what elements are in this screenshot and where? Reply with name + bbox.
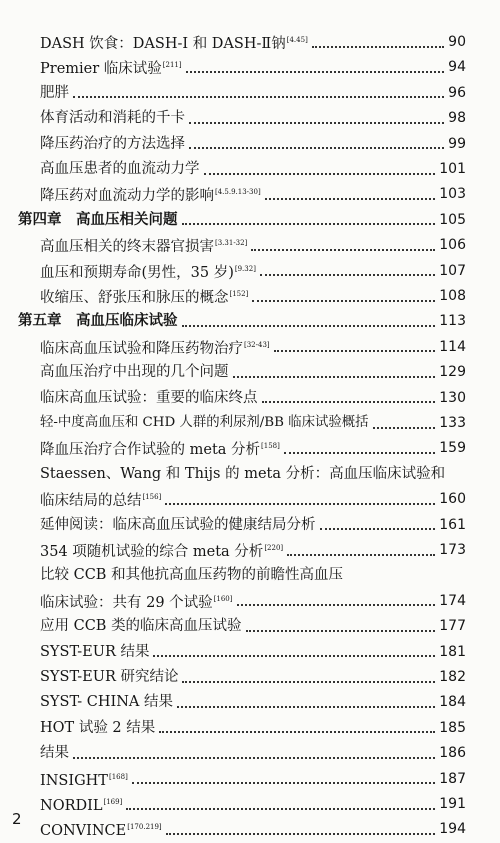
entry-title: 收缩压、舒张压和脉压的概念[152] <box>40 290 249 306</box>
dot-leader <box>262 398 436 403</box>
toc-entry <box>40 767 466 791</box>
dot-leader <box>287 551 435 556</box>
entry-page: 94 <box>448 59 466 76</box>
entry-title: INSIGHT[168] <box>40 772 128 789</box>
dot-leader <box>166 830 436 835</box>
entry-title: Premier 临床试验[211] <box>40 61 182 78</box>
entry-title: 体育活动和消耗的千卡 <box>40 110 185 127</box>
entry-page: 185 <box>439 719 466 736</box>
entry-title: 临床试验：共有 29 个试验[160] <box>40 594 233 611</box>
entry-page: 182 <box>439 669 466 685</box>
entry-page: 105 <box>439 211 466 228</box>
dot-leader <box>153 652 435 657</box>
toc-chapter <box>18 309 466 333</box>
dot-leader <box>189 144 444 149</box>
entry-title: 高血压患者的血流动力学 <box>40 161 200 177</box>
dot-leader <box>73 754 435 759</box>
dot-leader <box>373 424 436 429</box>
chapter-title: 第四章 高血压相关问题 <box>18 211 178 228</box>
entry-title: 肥胖 <box>40 84 69 101</box>
toc-entry <box>40 157 466 181</box>
entry-page: 159 <box>439 440 466 457</box>
toc-entry <box>40 716 466 740</box>
dot-leader <box>312 43 444 48</box>
entry-page: 98 <box>448 110 466 127</box>
dot-leader <box>246 627 436 632</box>
toc-entry <box>40 741 466 765</box>
dot-leader <box>159 728 435 733</box>
dot-leader <box>73 93 444 98</box>
toc-entry <box>40 335 466 359</box>
entry-page: 108 <box>439 288 466 304</box>
dot-leader <box>165 500 435 505</box>
toc-entry <box>40 386 466 410</box>
dot-leader <box>252 297 435 302</box>
entry-title: 降压药对血流动力学的影响[4.5.9.13-30] <box>40 188 261 205</box>
toc-entry <box>40 411 466 435</box>
dot-leader <box>251 246 435 251</box>
entry-title: 临床高血压试验：重要的临床终点 <box>40 389 258 406</box>
toc-entry <box>40 132 466 156</box>
dot-leader <box>237 601 436 606</box>
entry-page: 133 <box>439 415 466 431</box>
entry-title: NORDIL[169] <box>40 798 123 814</box>
toc-entry <box>40 259 466 283</box>
toc-entry-continued <box>40 462 466 486</box>
toc-entry <box>40 690 466 714</box>
entry-page: 177 <box>439 618 466 635</box>
dot-leader <box>186 68 445 73</box>
toc-entry <box>40 81 466 105</box>
entry-title: SYST-EUR 研究结论 <box>40 669 179 685</box>
toc-entry <box>40 614 466 638</box>
entry-page: 173 <box>439 542 466 558</box>
entry-page: 129 <box>439 364 466 381</box>
dot-leader <box>189 119 444 124</box>
toc-entry <box>40 513 466 537</box>
entry-page: 160 <box>439 491 466 508</box>
toc-entry <box>40 284 466 308</box>
toc-entry-continued <box>40 563 466 587</box>
toc-entry <box>40 640 466 664</box>
entry-title: 轻-中度高血压和 CHD 人群的利尿剂/BB 临床试验概括 <box>40 415 369 430</box>
entry-page: 96 <box>448 84 466 101</box>
toc-entry <box>40 30 466 54</box>
toc-entry <box>40 487 466 511</box>
entry-title: SYST- CHINA 结果 <box>40 694 173 711</box>
entry-page: 90 <box>448 34 466 50</box>
dot-leader <box>182 322 436 327</box>
entry-title: 应用 CCB 类的临床高血压试验 <box>40 618 242 635</box>
entry-title: 高血压相关的终末器官损害[3.31-32] <box>40 239 248 256</box>
entry-page: 107 <box>439 262 466 279</box>
entry-page: 184 <box>439 694 466 711</box>
entry-page: 106 <box>439 237 466 254</box>
toc-entry <box>40 106 466 130</box>
toc-entry <box>40 589 466 613</box>
entry-page: 186 <box>439 745 466 762</box>
dot-leader <box>182 220 436 225</box>
entry-title: DASH 饮食：DASH-I 和 DASH-Ⅱ钠[4.45] <box>40 36 308 52</box>
entry-page: 181 <box>439 643 466 660</box>
entry-page: 174 <box>439 592 466 609</box>
dot-leader <box>177 703 435 708</box>
entry-title: Staessen、Wang 和 Thijs 的 meta 分析：高血压临床试验和 <box>40 465 446 482</box>
entry-page: 99 <box>448 135 466 152</box>
dot-leader <box>265 195 436 200</box>
entry-page: 101 <box>439 161 466 177</box>
entry-title: 血压和预期寿命(男性，35 岁)[9.32] <box>40 264 256 281</box>
entry-title: 临床高血压试验和降压药物治疗[32-43] <box>40 340 270 357</box>
dot-leader <box>320 525 436 530</box>
toc-entry <box>40 55 466 79</box>
entry-title: 延伸阅读：临床高血压试验的健康结局分析 <box>40 516 316 533</box>
entry-page: 114 <box>439 338 466 355</box>
entry-page: 194 <box>439 821 466 838</box>
entry-title: CONVINCE[170.219] <box>40 823 162 840</box>
entry-page: 113 <box>439 313 466 330</box>
dot-leader <box>204 170 436 175</box>
page-number: 2 <box>12 810 22 828</box>
dot-leader <box>126 805 435 810</box>
entry-title: 降血压治疗合作试验的 meta 分析[158] <box>40 442 280 459</box>
dot-leader <box>182 678 435 683</box>
toc-chapter <box>18 208 466 232</box>
entry-title: SYST-EUR 结果 <box>40 643 150 660</box>
toc-entry <box>40 233 466 257</box>
dot-leader <box>274 347 436 352</box>
chapter-title: 第五章 高血压临床试验 <box>18 313 178 330</box>
toc-entry <box>40 665 466 689</box>
entry-page: 191 <box>439 796 466 812</box>
entry-page: 103 <box>439 186 466 203</box>
toc-entry <box>40 436 466 460</box>
dot-leader <box>260 271 435 276</box>
entry-title: 临床结局的总结[156] <box>40 493 162 510</box>
toc-entry <box>40 538 466 562</box>
entry-page: 161 <box>439 516 466 533</box>
entry-page: 187 <box>439 770 466 787</box>
toc-entry <box>40 360 466 384</box>
entry-title: 354 项随机试验的综合 meta 分析[220] <box>40 544 284 560</box>
entry-title: 高血压治疗中出现的几个问题 <box>40 364 229 381</box>
entry-page: 130 <box>439 389 466 406</box>
dot-leader <box>284 449 435 454</box>
dot-leader <box>233 373 436 378</box>
entry-title: 降压药治疗的方法选择 <box>40 135 185 152</box>
toc-entry <box>40 792 466 816</box>
toc-entry <box>40 182 466 206</box>
entry-title: 比较 CCB 和其他抗高血压药物的前瞻性高血压 <box>40 567 344 584</box>
entry-title: HOT 试验 2 结果 <box>40 719 156 736</box>
entry-title: 结果 <box>40 745 69 762</box>
dot-leader <box>132 779 435 784</box>
